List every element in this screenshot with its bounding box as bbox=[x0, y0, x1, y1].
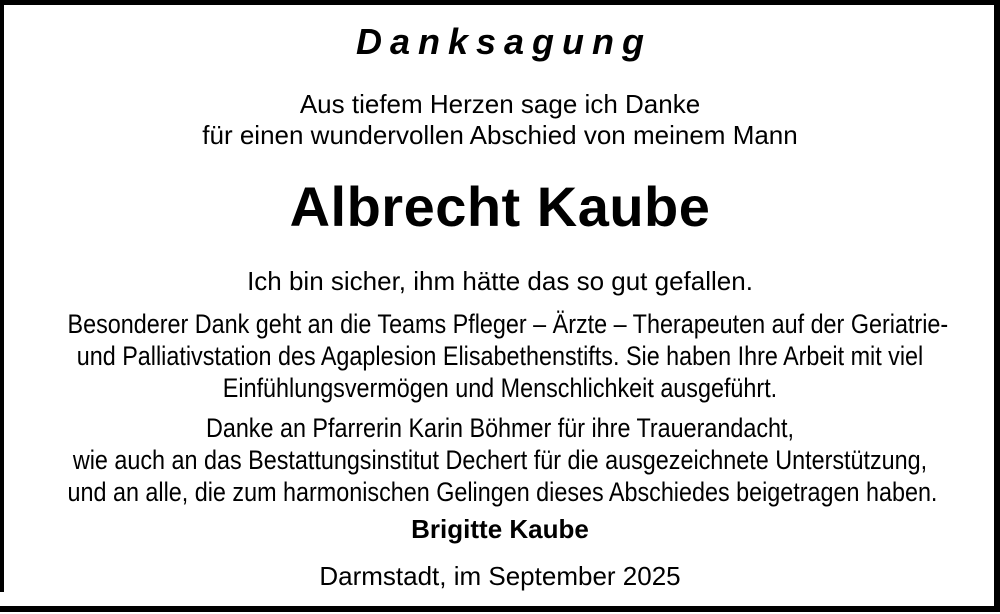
thanks-others-paragraph bbox=[67, 412, 938, 508]
deceased-name: Albrecht Kaube bbox=[289, 175, 711, 238]
thanks-others-line-2: wie auch an das Bestattungsinstitut Dechert für die ausgezeichnete Unterstützung, bbox=[72, 445, 928, 475]
place-date-line: Darmstadt, im September 2025 bbox=[319, 561, 681, 591]
frame-border-bottom bbox=[0, 606, 1000, 612]
frame-border-top bbox=[0, 0, 1000, 5]
thanks-others-line-1: Danke an Pfarrerin Karin Böhmer für ihre Trauerandacht, bbox=[205, 413, 795, 443]
intro-line-2: für einen wundervollen Abschied von meinem Mann bbox=[202, 120, 798, 150]
thanks-others-line-3: und an alle, die zum harmonischen Gelingen dieses Abschiedes beigetragen haben. bbox=[67, 477, 938, 507]
notice-title: Danksagung bbox=[355, 21, 653, 62]
thanks-team-line-2: und Palliativstation des Agaplesion Elisabethenstifts. Sie haben Ihre Arbeit mit viel bbox=[76, 341, 924, 371]
intro-text bbox=[0, 89, 1000, 151]
notice-content bbox=[0, 22, 1000, 591]
thanks-team-line-3: Einfühlungsvermögen und Menschlichkeit ausgeführt. bbox=[222, 373, 778, 403]
intro-line-1: Aus tiefem Herzen sage ich Danke bbox=[299, 89, 701, 119]
thanks-medical-team-paragraph bbox=[67, 308, 949, 404]
signature-name: Brigitte Kaube bbox=[411, 514, 589, 544]
sentiment-line: Ich bin sicher, ihm hätte das so gut gefallen. bbox=[247, 266, 753, 296]
thanks-team-line-1: Besonderer Dank geht an die Teams Pfleger – Ärzte – Therapeuten auf der Geriatrie- bbox=[67, 309, 949, 339]
